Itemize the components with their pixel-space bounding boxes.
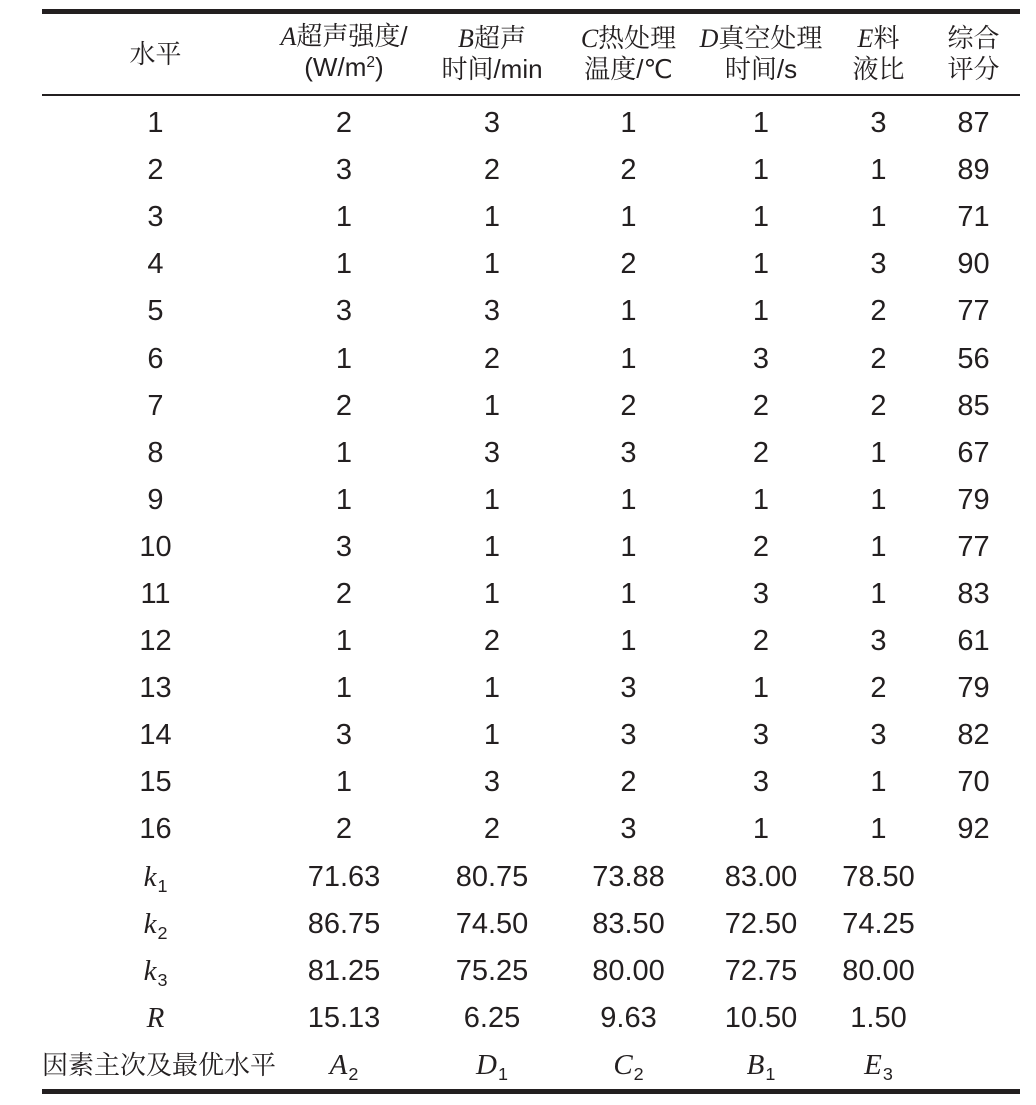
cell-e: 3 xyxy=(870,107,887,140)
table-row xyxy=(42,383,1020,430)
cell-e: 1 xyxy=(870,436,887,469)
cell-a: 1 xyxy=(335,201,353,234)
cell-level: 3 xyxy=(147,201,164,234)
table-row xyxy=(42,477,1020,524)
cell-b: 2 xyxy=(483,813,501,846)
cell-e: 1 xyxy=(870,577,887,610)
cell-d: 2 xyxy=(752,389,770,422)
table-row xyxy=(42,241,1020,288)
cell-score: 56 xyxy=(957,342,990,375)
stat-cell-b: 74.50 xyxy=(455,907,529,940)
cell-d: 1 xyxy=(752,248,770,281)
cell-c: 3 xyxy=(620,436,637,469)
cell-a: 3 xyxy=(335,719,353,752)
cell-a: 3 xyxy=(335,530,353,563)
cell-level: 7 xyxy=(147,389,164,422)
cell-level: 15 xyxy=(139,766,172,799)
cell-b: 1 xyxy=(483,719,501,752)
cell-score: 77 xyxy=(957,295,990,328)
table-row xyxy=(42,147,1020,194)
cell-score: 82 xyxy=(957,719,990,752)
table-row xyxy=(42,430,1020,477)
cell-level: 16 xyxy=(139,813,172,846)
cell-e: 3 xyxy=(870,625,887,658)
stat-cell-d: 10.50 xyxy=(724,1001,798,1034)
stat-cell-b: 75.25 xyxy=(455,954,529,987)
cell-score: 83 xyxy=(957,577,990,610)
stat-cell-b: 80.75 xyxy=(455,860,529,893)
cell-d: 1 xyxy=(752,672,770,705)
cell-a: 1 xyxy=(335,248,353,281)
table-row xyxy=(42,100,1020,147)
cell-level: 11 xyxy=(140,577,171,610)
cell-b: 1 xyxy=(483,248,501,281)
cell-a: 2 xyxy=(335,813,353,846)
footer-optimal-level: $C_2$ xyxy=(613,1048,644,1085)
cell-d: 1 xyxy=(752,483,770,516)
cell-score: 79 xyxy=(957,672,990,705)
cell-a: 1 xyxy=(335,436,353,469)
table-row xyxy=(42,806,1020,853)
stat-cell-a: 15.13 xyxy=(307,1001,381,1034)
cell-c: 3 xyxy=(620,813,637,846)
cell-b: 1 xyxy=(483,201,501,234)
cell-b: 3 xyxy=(483,107,501,140)
cell-e: 3 xyxy=(870,248,887,281)
stat-cell-e: 1.50 xyxy=(850,1001,907,1034)
stat-cell-a: 86.75 xyxy=(307,907,381,940)
stat-label: $k_3$ xyxy=(143,954,168,991)
cell-c: 1 xyxy=(620,625,637,658)
cell-a: 1 xyxy=(335,342,353,375)
cell-a: 2 xyxy=(335,107,353,140)
stat-cell-d: 72.50 xyxy=(724,907,798,940)
cell-d: 1 xyxy=(752,154,770,187)
stat-label: R xyxy=(146,1001,165,1034)
cell-e: 2 xyxy=(870,389,887,422)
table-row xyxy=(42,759,1020,806)
table-footer-row xyxy=(42,1042,1020,1089)
table-row xyxy=(42,288,1020,335)
cell-c: 2 xyxy=(620,389,637,422)
cell-b: 1 xyxy=(483,672,501,705)
cell-a: 1 xyxy=(335,625,353,658)
stat-row xyxy=(42,995,1020,1042)
cell-d: 1 xyxy=(752,107,770,140)
cell-a: 3 xyxy=(335,295,353,328)
cell-d: 2 xyxy=(752,436,770,469)
cell-b: 2 xyxy=(483,342,501,375)
header-factor-e: E料 液比 xyxy=(852,23,905,84)
cell-level: 1 xyxy=(147,107,164,140)
cell-score: 77 xyxy=(957,530,990,563)
cell-score: 89 xyxy=(957,154,990,187)
cell-e: 3 xyxy=(870,719,887,752)
cell-level: 4 xyxy=(147,248,164,281)
cell-b: 3 xyxy=(483,295,501,328)
cell-b: 1 xyxy=(483,483,501,516)
cell-e: 2 xyxy=(870,295,887,328)
cell-e: 1 xyxy=(870,201,887,234)
cell-level: 2 xyxy=(147,154,164,187)
cell-level: 5 xyxy=(147,295,164,328)
cell-d: 2 xyxy=(752,530,770,563)
table-bottom-rule xyxy=(42,1089,1020,1094)
cell-c: 1 xyxy=(620,530,637,563)
cell-d: 2 xyxy=(752,625,770,658)
cell-d: 3 xyxy=(752,342,770,375)
stat-cell-a: 71.63 xyxy=(307,860,381,893)
table-row xyxy=(42,571,1020,618)
cell-level: 9 xyxy=(147,483,164,516)
cell-b: 1 xyxy=(483,389,501,422)
cell-level: 13 xyxy=(139,672,172,705)
table-header-row xyxy=(42,14,1020,94)
cell-score: 67 xyxy=(957,436,990,469)
cell-b: 3 xyxy=(483,766,501,799)
stat-cell-d: 83.00 xyxy=(724,860,798,893)
header-factor-c: C热处理 温度/℃ xyxy=(580,23,677,84)
table-row xyxy=(42,194,1020,241)
footer-optimal-level: $A_2$ xyxy=(329,1048,359,1085)
cell-score: 71 xyxy=(957,201,990,234)
cell-b: 1 xyxy=(483,577,501,610)
table-body xyxy=(42,96,1020,1089)
cell-d: 3 xyxy=(752,577,770,610)
cell-score: 70 xyxy=(957,766,990,799)
cell-a: 1 xyxy=(335,483,353,516)
cell-e: 1 xyxy=(870,483,887,516)
footer-optimal-level: $D_1$ xyxy=(476,1048,508,1085)
stat-cell-d: 72.75 xyxy=(724,954,798,987)
header-factor-d: D真空处理 时间/s xyxy=(699,23,823,84)
cell-b: 1 xyxy=(483,530,501,563)
cell-b: 2 xyxy=(483,625,501,658)
table-row xyxy=(42,665,1020,712)
cell-b: 3 xyxy=(483,436,501,469)
cell-c: 2 xyxy=(620,154,637,187)
cell-level: 8 xyxy=(147,436,164,469)
header-factor-b: B超声 时间/min xyxy=(441,23,543,84)
cell-c: 3 xyxy=(620,672,637,705)
cell-d: 3 xyxy=(752,719,770,752)
cell-e: 1 xyxy=(870,766,887,799)
cell-level: 6 xyxy=(147,342,164,375)
table-row xyxy=(42,335,1020,382)
stat-cell-b: 6.25 xyxy=(463,1001,521,1034)
cell-c: 2 xyxy=(620,248,637,281)
cell-d: 1 xyxy=(752,201,770,234)
cell-d: 1 xyxy=(752,295,770,328)
cell-d: 1 xyxy=(752,813,770,846)
orthogonal-test-table xyxy=(42,9,1020,1094)
cell-c: 1 xyxy=(620,107,637,140)
cell-c: 2 xyxy=(620,766,637,799)
cell-c: 1 xyxy=(620,483,637,516)
cell-c: 1 xyxy=(620,342,637,375)
cell-level: 10 xyxy=(139,530,172,563)
cell-e: 1 xyxy=(870,530,887,563)
stat-cell-a: 81.25 xyxy=(307,954,381,987)
footer-label: 因素主次及最优水平 xyxy=(42,1050,277,1081)
header-factor-a: A超声强度/ $(W/m^2)$ xyxy=(280,21,408,82)
cell-score: 90 xyxy=(957,248,990,281)
cell-score: 92 xyxy=(957,813,990,846)
cell-a: 1 xyxy=(335,672,353,705)
stat-row xyxy=(42,901,1020,948)
header-level: 水平 xyxy=(129,38,182,69)
stat-cell-e: 78.50 xyxy=(842,860,915,893)
cell-score: 79 xyxy=(957,483,990,516)
table-row xyxy=(42,618,1020,665)
cell-score: 87 xyxy=(957,107,990,140)
cell-b: 2 xyxy=(483,154,501,187)
stat-cell-c: 80.00 xyxy=(592,954,665,987)
table-row xyxy=(42,524,1020,571)
cell-e: 1 xyxy=(870,154,887,187)
cell-score: 61 xyxy=(957,625,990,658)
cell-a: 2 xyxy=(335,577,353,610)
cell-e: 1 xyxy=(870,813,887,846)
stat-cell-c: 83.50 xyxy=(592,907,665,940)
stat-row xyxy=(42,854,1020,901)
cell-c: 1 xyxy=(620,577,637,610)
cell-a: 2 xyxy=(335,389,353,422)
stat-label: $k_2$ xyxy=(143,907,168,943)
stat-cell-e: 80.00 xyxy=(842,954,915,987)
stat-cell-c: 9.63 xyxy=(600,1001,657,1034)
cell-level: 12 xyxy=(139,625,172,658)
footer-optimal-level: $B_1$ xyxy=(746,1048,776,1085)
cell-c: 1 xyxy=(620,201,637,234)
cell-e: 2 xyxy=(870,672,887,705)
cell-c: 1 xyxy=(620,295,637,328)
cell-a: 3 xyxy=(335,154,353,187)
cell-level: 14 xyxy=(139,719,172,752)
stat-cell-c: 73.88 xyxy=(592,860,665,893)
cell-a: 1 xyxy=(335,766,353,799)
footer-optimal-level: $E_3$ xyxy=(864,1048,893,1085)
stat-label: $k_1$ xyxy=(143,860,168,896)
header-score: 综合 评分 xyxy=(947,23,1000,84)
stat-cell-e: 74.25 xyxy=(842,907,915,940)
stat-row xyxy=(42,948,1020,995)
cell-c: 3 xyxy=(620,719,637,752)
table-row xyxy=(42,712,1020,759)
cell-e: 2 xyxy=(870,342,887,375)
cell-score: 85 xyxy=(957,389,990,422)
cell-d: 3 xyxy=(752,766,770,799)
